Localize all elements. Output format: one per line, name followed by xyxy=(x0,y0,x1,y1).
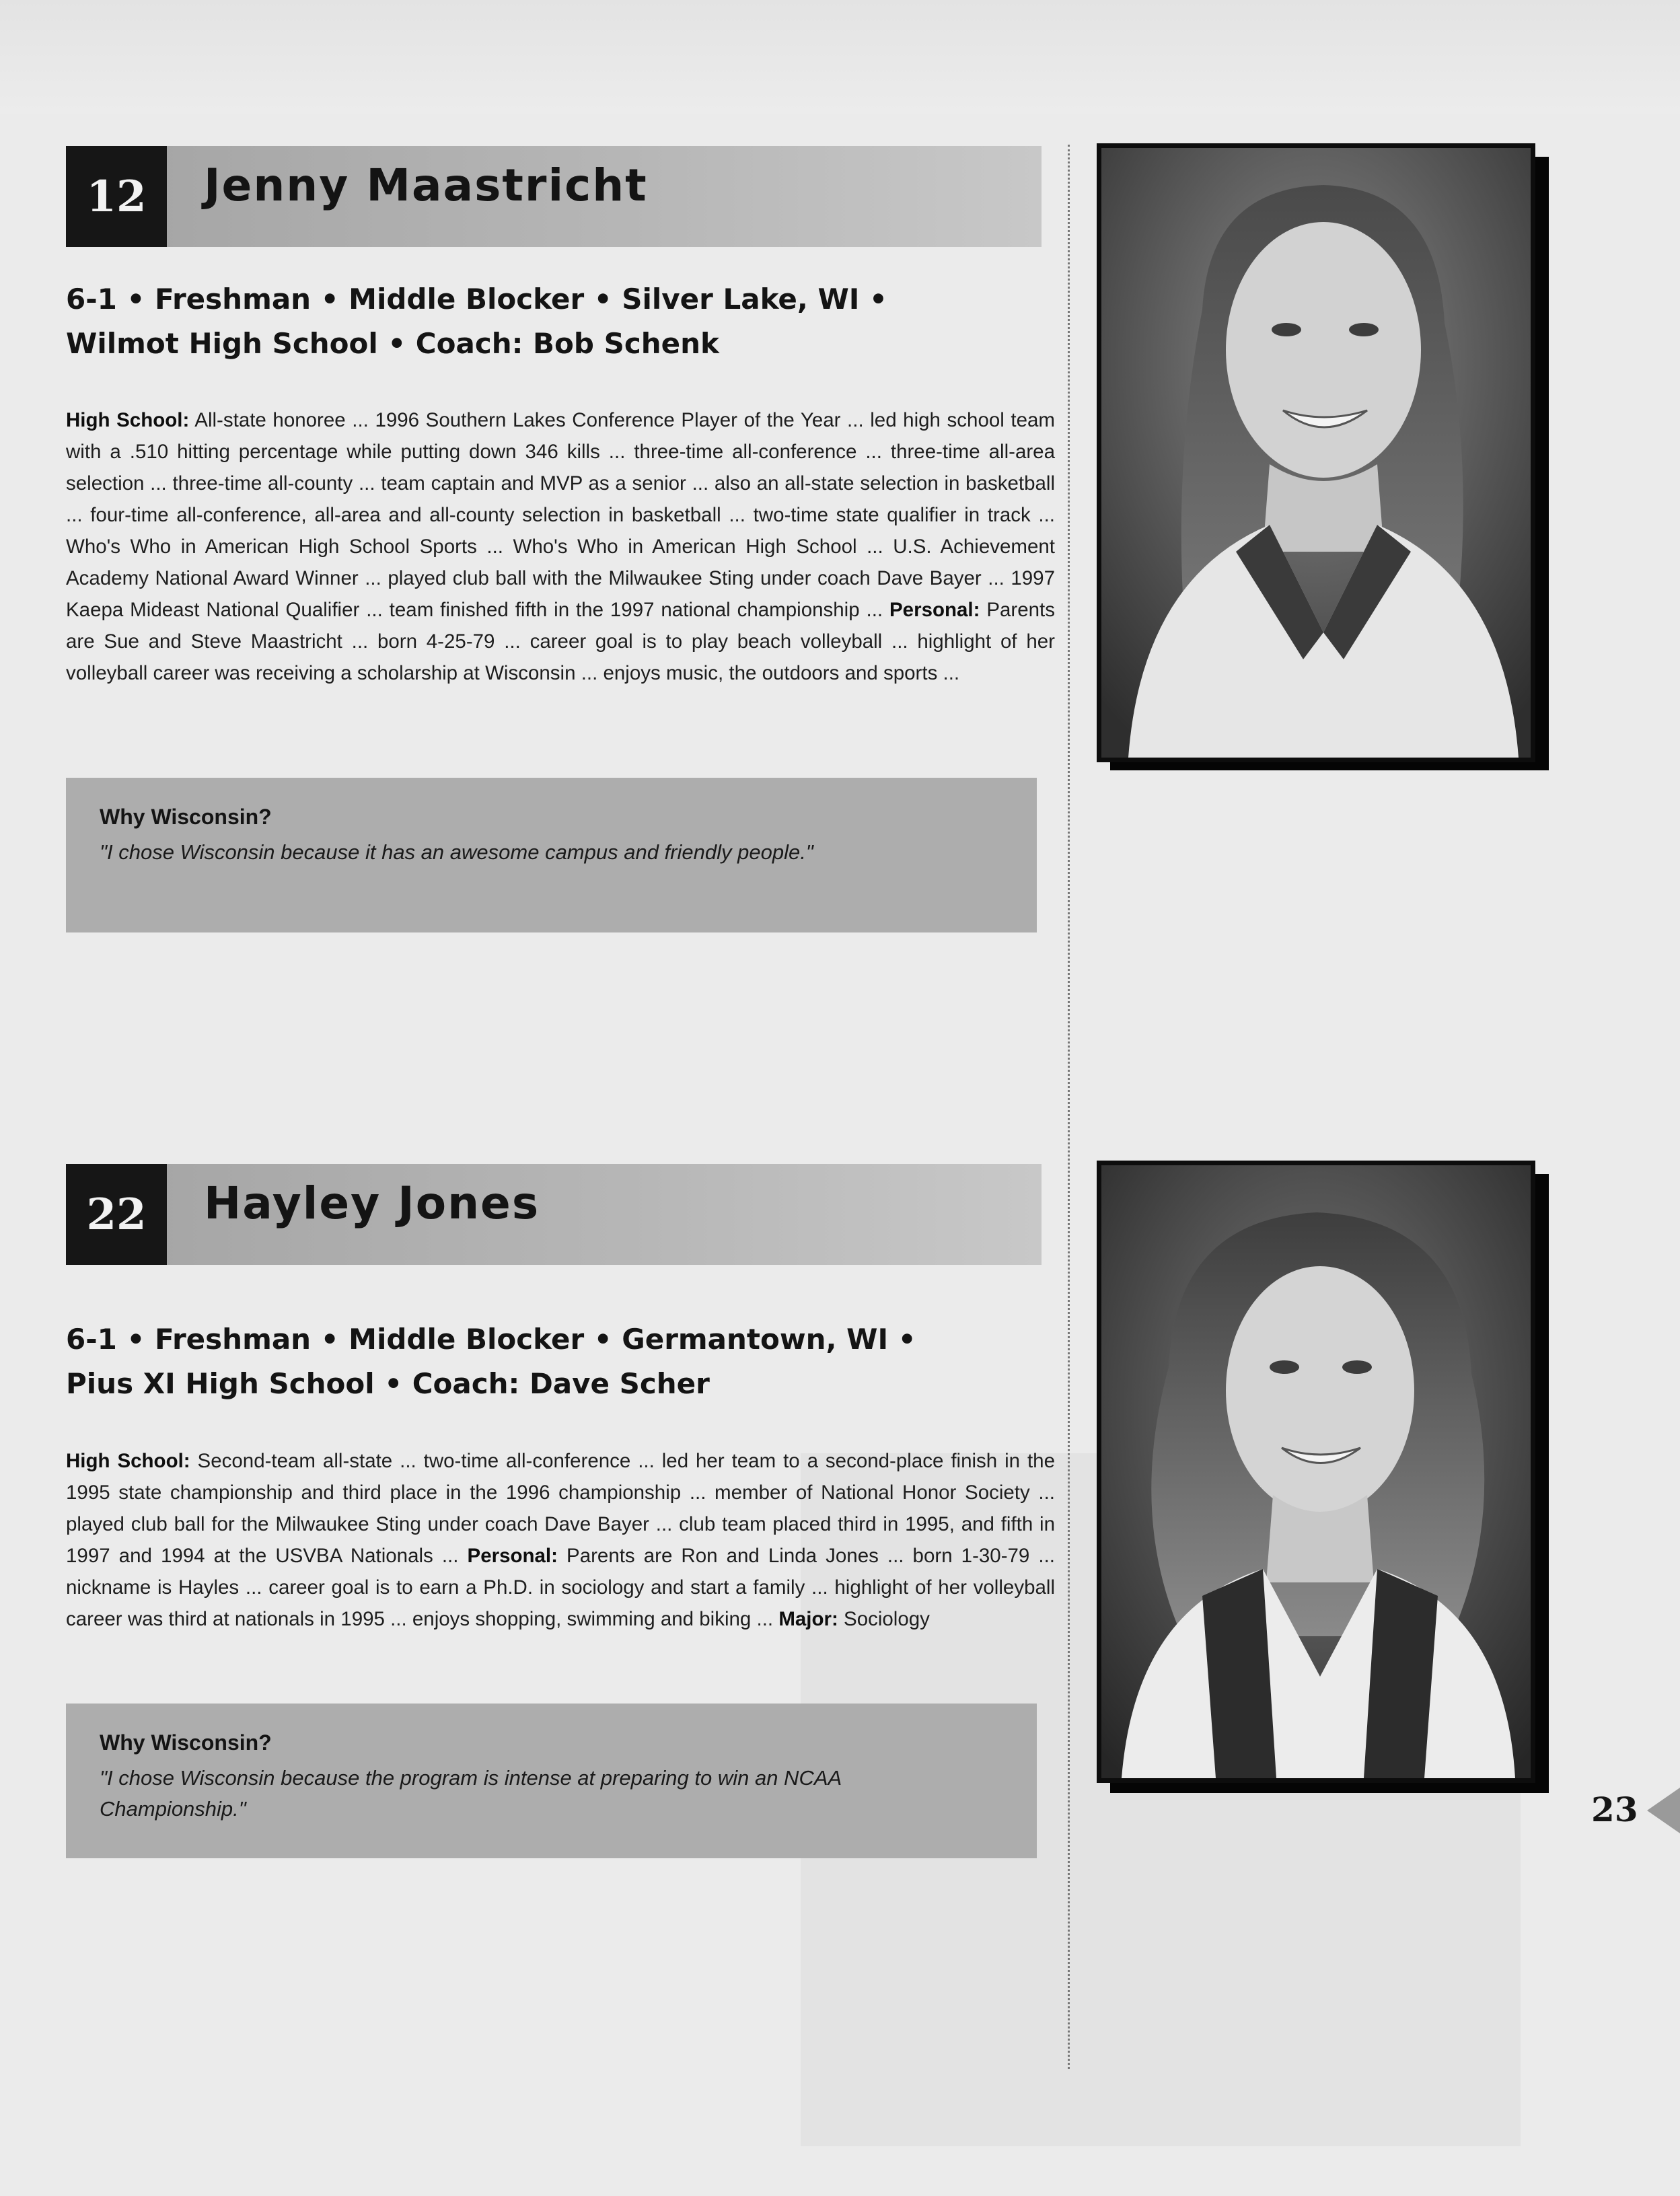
bio-label: High School: xyxy=(66,409,190,431)
player-vitals xyxy=(66,1317,1062,1406)
why-quote: "I chose Wisconsin because the program is intense at preparing to win an NCAA Championship." xyxy=(100,1766,842,1821)
player-name xyxy=(204,1177,540,1229)
first-name: Jenny xyxy=(204,159,350,211)
player-bio xyxy=(66,1445,1055,1635)
personal-text: Parents are Ron and Linda Jones ... born 1-30-79 ... nickname is Hayles ... career goal is to earn a Ph.D. in sociology and start a family ... highlight of her volleyball career was third at nationals in 1995 ... enjoys shopping, swimming and biking ... xyxy=(66,1545,1055,1630)
first-name: Hayley xyxy=(204,1177,381,1229)
why-title: Why Wisconsin? xyxy=(100,805,272,829)
jersey-number: 22 xyxy=(66,1164,167,1265)
player-bio xyxy=(66,404,1055,689)
page-arrow-icon xyxy=(1647,1788,1680,1833)
vitals-line: Pius XI High School • Coach: Dave Scher xyxy=(66,1367,710,1400)
bio-label: Personal: xyxy=(467,1545,558,1567)
portrait-image xyxy=(1101,148,1531,758)
why-wisconsin-box xyxy=(66,1704,1037,1858)
player-photo xyxy=(1097,143,1535,762)
vitals-line: Wilmot High School • Coach: Bob Schenk xyxy=(66,327,719,360)
jersey-number: 12 xyxy=(66,146,167,247)
bio-label: Major: xyxy=(778,1608,838,1630)
page-header-band xyxy=(0,0,1680,114)
last-name: Maastricht xyxy=(366,159,648,211)
why-title: Why Wisconsin? xyxy=(100,1730,272,1755)
high-school-text: Second-team all-state ... two-time all-conference ... led her team to a second-place finish in the 1995 state championship and third place in the 1996 championship ... member of National Honor Society ... played club ball for the Milwaukee Sting under coach Dave Bayer ... club team placed third in 1995, and fifth in 1997 and 1994 at the USVBA Nationals ... xyxy=(66,1450,1055,1567)
player-name-bar xyxy=(66,146,1042,247)
column-divider xyxy=(1068,145,1070,2069)
portrait-image xyxy=(1101,1165,1531,1778)
vitals-line: 6-1 • Freshman • Middle Blocker • Germantown, WI • xyxy=(66,1323,916,1356)
page-number: 23 xyxy=(1591,1790,1638,1829)
why-wisconsin-box xyxy=(66,778,1037,932)
high-school-text: All-state honoree ... 1996 Southern Lakes Conference Player of the Year ... led high school team with a .510 hitting percentage while putting down 346 kills ... three-time all-conference ... three-time all-area selection ... three-time all-county ... team captain and MVP as a senior ... also an all-state selection in basketball ... four-time all-conference, all-area and all-county selection in basketball ... two-time state qualifier in track ... Who's Who in American High School Sports ... Who's Who in American High School ... U.S. Achievement Academy National Award Winner ... played club ball with the Milwaukee Sting under coach Dave Bayer ... 1997 Kaepa Mideast National Qualifier ... team finished fifth in the 1997 national championship ... xyxy=(66,409,1055,621)
player-name xyxy=(204,159,648,211)
player-vitals xyxy=(66,277,1062,366)
major-text: Sociology xyxy=(844,1608,930,1630)
bio-label: High School: xyxy=(66,1450,190,1472)
personal-text: Parents are Sue and Steve Maastricht ... born 4-25-79 ... career goal is to play beach volleyball ... highlight of her volleyball career was receiving a scholarship at Wisconsin ... enjoys music, the outdoors and sports ... xyxy=(66,599,1055,684)
last-name: Jones xyxy=(398,1177,540,1229)
vitals-line: 6-1 • Freshman • Middle Blocker • Silver Lake, WI • xyxy=(66,283,887,316)
bio-label: Personal: xyxy=(889,599,980,621)
player-name-bar xyxy=(66,1164,1042,1265)
why-quote: "I chose Wisconsin because it has an awesome campus and friendly people." xyxy=(100,840,813,864)
player-photo xyxy=(1097,1161,1535,1783)
